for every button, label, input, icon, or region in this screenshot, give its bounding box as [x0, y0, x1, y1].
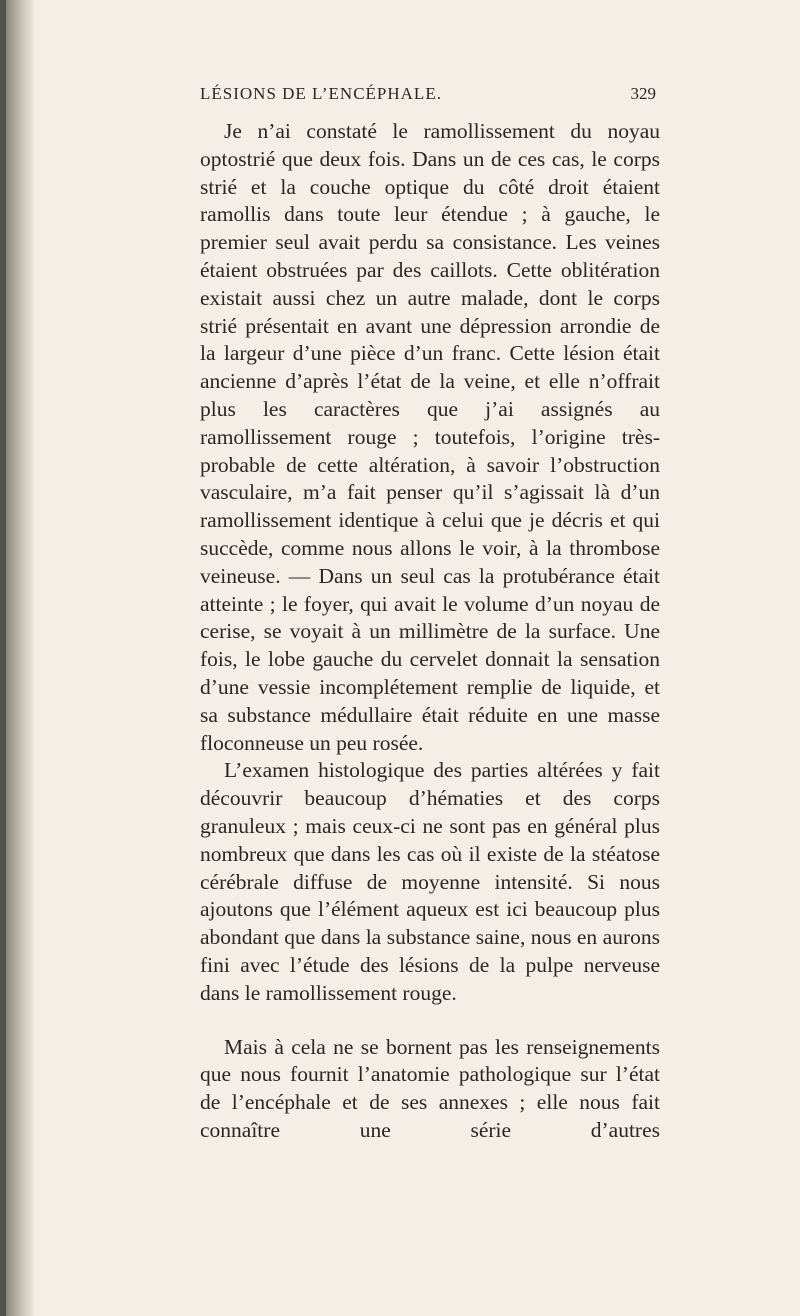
book-binding-edge	[0, 0, 6, 1316]
page-number: 329	[630, 84, 656, 103]
paragraph-1: Je n’ai constaté le ramollissement du noyau optostrié que deux fois. Dans un de ces cas, le corps strié et la couche optique du côté droit étaient ramollis dans toute leur étendue ; à gauche, le premier seul avait perdu sa consistance. Les veines étaient obstruées par des caillots. Cette oblitération existait aussi chez un autre malade, dont le corps strié présentait en avant une dépression arrondie de la largeur d’une pièce d’un franc. Cette lésion était ancienne d’après l’état de la veine, et elle n’offrait plus les caractères que j’ai assignés au ramollissement rouge ; toutefois, l’origine très-probable de cette altération, à savoir l’obstruction vasculaire, m’a fait penser qu’il s’agissait là d’un ramollissement identique à celui que je décris et qui succède, comme nous allons le voir, à la thrombose veineuse. — Dans un seul cas la protubérance était atteinte ; le foyer, qui avait le volume d’un noyau de cerise, se voyait à un millimètre de la surface. Une fois, le lobe gauche du cervelet donnait la sensation d’une vessie incomplétement remplie de liquide, et sa substance médullaire était réduite en une masse floconneuse un peu rosée.	[200, 119, 660, 755]
page-body	[200, 118, 660, 1145]
paragraph-3: Mais à cela ne se bornent pas les renseignements que nous fournit l’anatomie pathologique sur l’état de l’encéphale et de ses annexes ; elle nous fait connaître une série d’autres	[200, 1034, 660, 1142]
running-head: LÉSIONS DE L’ENCÉPHALE.	[200, 84, 442, 103]
paragraph-2: L’examen histologique des parties altérées y fait découvrir beaucoup d’hématies et des corps granuleux ; mais ceux-ci ne sont pas en général plus nombreux que dans les cas où il existe de la stéatose cérébrale diffuse de moyenne intensité. Si nous ajoutons que l’élément aqueux est ici beaucoup plus abondant que dans la substance saine, nous en aurons fini avec l’étude des lésions de la pulpe nerveuse dans le ramollissement rouge.	[200, 758, 660, 1005]
page-header	[176, 84, 656, 110]
